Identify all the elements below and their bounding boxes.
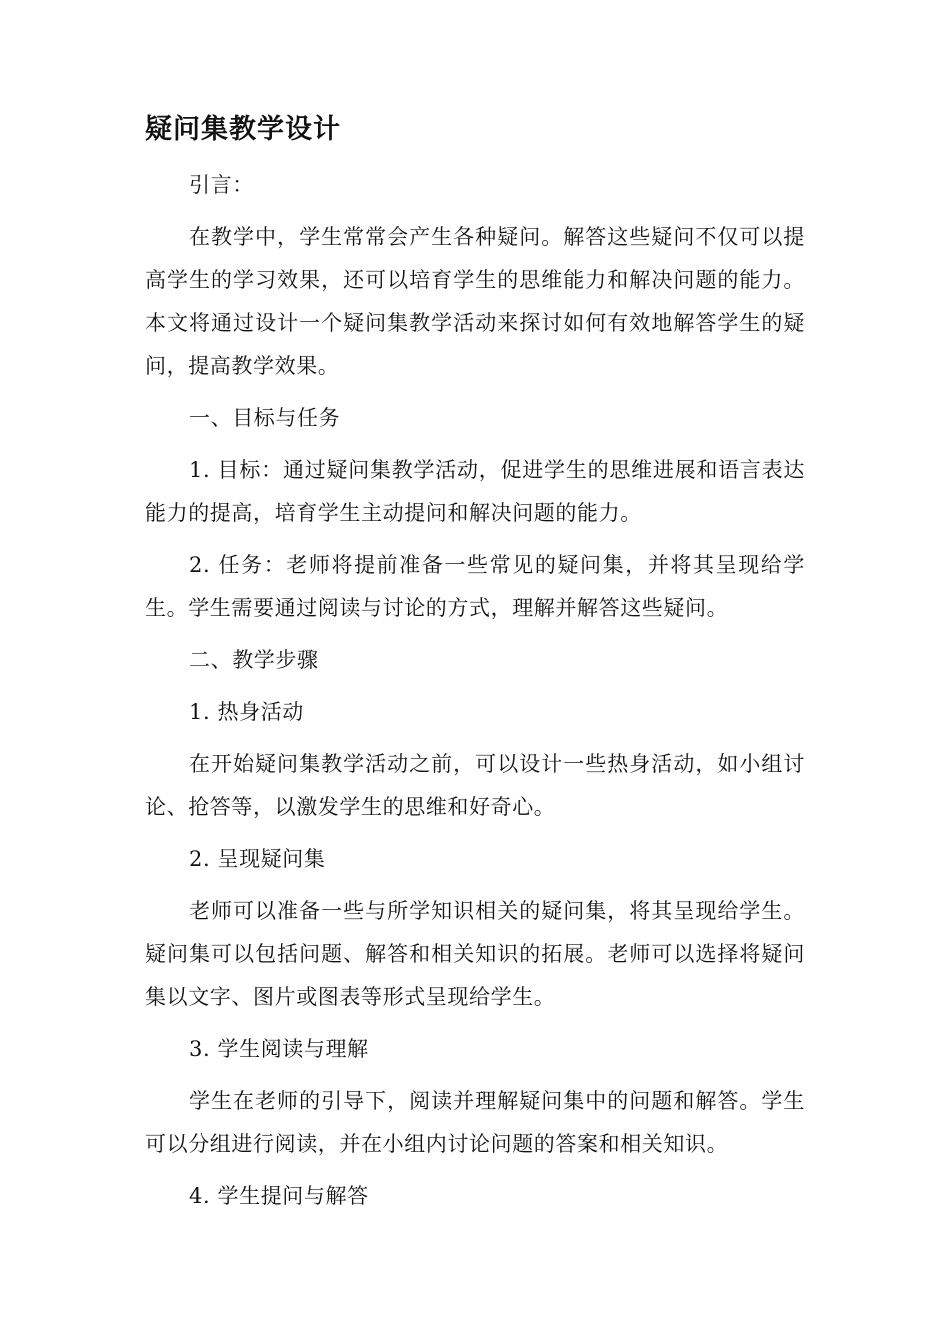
document-title: 疑问集教学设计 <box>145 114 341 145</box>
goal-item: 1. 目标：通过疑问集教学活动，促进学生的思维进展和语言表达能力的提高，培育学生主动提问和解决问题的能力。 <box>145 458 805 525</box>
step-heading-questions: 4. 学生提问与解答 <box>189 1184 369 1208</box>
intro-heading: 引言： <box>189 173 254 197</box>
step-paragraph-reading: 学生在老师的引导下，阅读并理解疑问集中的问题和解答。学生可以分组进行阅读，并在小组内讨论问题的答案和相关知识。 <box>145 1089 805 1156</box>
step-heading-reading: 3. 学生阅读与理解 <box>189 1037 369 1061</box>
section-heading-goals: 一、目标与任务 <box>189 406 341 430</box>
document-body <box>145 110 805 1227</box>
step-heading-warmup: 1. 热身活动 <box>189 700 304 724</box>
step-paragraph-warmup: 在开始疑问集教学活动之前，可以设计一些热身活动，如小组讨论、抢答等，以激发学生的思维和好奇心。 <box>145 752 805 819</box>
task-item: 2. 任务：老师将提前准备一些常见的疑问集，并将其呈现给学生。学生需要通过阅读与讨论的方式，理解并解答这些疑问。 <box>145 553 805 620</box>
step-paragraph-present: 老师可以准备一些与所学知识相关的疑问集，将其呈现给学生。疑问集可以包括问题、解答和相关知识的拓展。老师可以选择将疑问集以文字、图片或图表等形式呈现给学生。 <box>145 899 805 1009</box>
section-heading-steps: 二、教学步骤 <box>189 648 319 672</box>
step-heading-present: 2. 呈现疑问集 <box>189 847 326 871</box>
intro-paragraph: 在教学中，学生常常会产生各种疑问。解答这些疑问不仅可以提高学生的学习效果，还可以培育学生的思维能力和解决问题的能力。本文将通过设计一个疑问集教学活动来探讨如何有效地解答学生的疑问，提高教学效果。 <box>145 225 805 378</box>
